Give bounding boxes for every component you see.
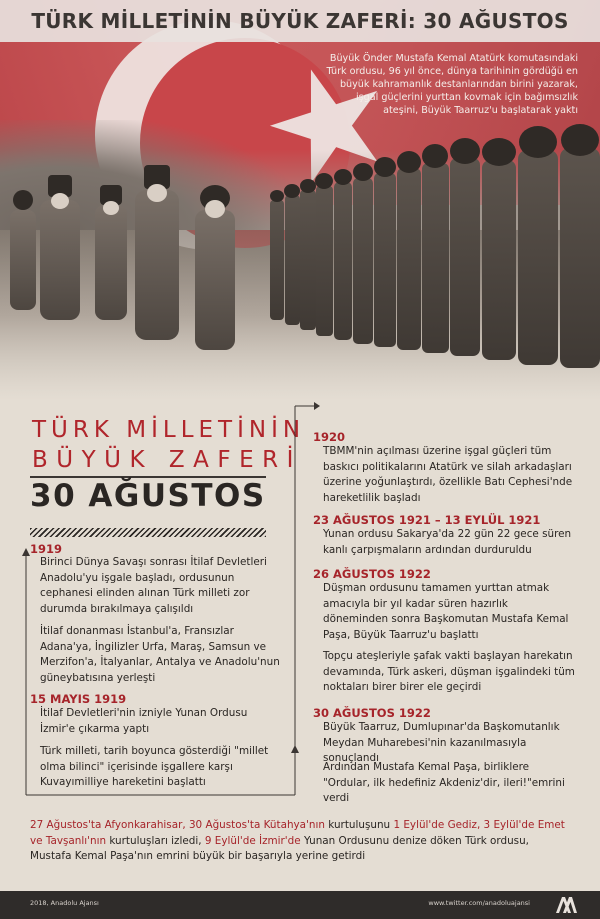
timeline-year: 26 AĞUSTOS 1922 xyxy=(313,567,431,581)
intro-text: Büyük Önder Mustafa Kemal Atatürk komutasındaki Türk ordusu, 96 yıl önce, dünya tarihinin gördüğü en büyük kahramanlık destanlarından birini yazarak, işgal güçlerini yurttan kovmak için bağımsızlık ateşini, Büyük Taarruz'u başlatarak yaktı xyxy=(326,53,578,116)
summary-highlight: 9 Eylül'de İzmir'de xyxy=(204,834,301,847)
timeline-text: Düşman ordusunu tamamen yurttan atmak amacıyla bir yıl kadar süren hazırlık döneminden sonra Başkomutan Mustafa Kemal Paşa, Büyük Taarruz'u başlattı xyxy=(323,582,569,641)
summary-plain: kurtuluşları izledi, xyxy=(106,834,205,847)
timeline-text: İtilaf Devletleri'nin izniyle Yunan Ordusu İzmir'e çıkarma yaptı xyxy=(40,707,248,735)
timeline-text: İtilaf donanması İstanbul'a, Fransızlar Adana'ya, İngilizler Urfa, Maraş, Samsun ve Merzifon'a, İtalyanlar, Antalya ve Anadolu'nun güneybatısına yerleşti xyxy=(40,625,280,684)
heading-line2: BÜYÜK ZAFERİ xyxy=(32,447,302,473)
timeline-text: Topçu ateşleriyle şafak vakti başlayan harekatın devamında, Türk askeri, düşman işgalindeki tüm noktaları birer birer ele geçirdi xyxy=(323,650,575,693)
summary-highlight: 1 Eylül'de Gediz, 3 Eylül'de Emet ve Tavşanlı'nın xyxy=(30,819,565,847)
timeline-year: 30 AĞUSTOS 1922 xyxy=(313,706,431,720)
copyright-credit: 2018, Anadolu Ajansı xyxy=(30,899,99,907)
summary-text xyxy=(30,818,570,865)
timeline-text: Büyük Taarruz, Dumlupınar'da Başkomutanlık Meydan Muharebesi'nin kazanılmasıyla sonuçlandı xyxy=(323,721,560,764)
summary-highlight: 27 Ağustos'ta Afyonkarahisar, 30 Ağustos'ta Kütahya'nın xyxy=(30,819,325,831)
svg-text:AA: AA xyxy=(554,895,556,896)
timeline-year: 1919 xyxy=(30,542,63,556)
timeline-text: Yunan ordusu Sakarya'da 22 gün 22 gece süren kanlı çarpışmaların ardından durduruldu xyxy=(323,528,572,556)
timeline-text: Türk milleti, tarih boyunca gösterdiği "millet olma bilinci" içerisinde işgallere karşı Kuvayımilliye hareketini başlattı xyxy=(40,745,269,788)
anadolu-ajansi-logo-icon xyxy=(554,895,578,915)
timeline-text: TBMM'nin açılması üzerine işgal güçleri tüm baskıcı politikalarını Atatürk ve silah arkadaşları üzerine yoğunlaştırdı, özellikle Batı Cephesi'nde hareketlilik başladı xyxy=(323,445,573,504)
summary-plain: kurtuluşunu xyxy=(324,819,394,831)
timeline-text: Birinci Dünya Savaşı sonrası İtilaf Devletleri Anadolu'yu işgale başladı, ordusunun cephanesi elinden alınan Türk milleti zor durumda bırakılmaya çalışıldı xyxy=(40,556,267,615)
heading-line1: TÜRK MİLLETİNİN xyxy=(32,417,306,443)
timeline-year: 15 MAYIS 1919 xyxy=(30,692,127,706)
summary-plain: Yunan Ordusunu denize döken Türk ordusu, Mustafa Kemal Paşa'nın emrini büyük bir başarıyla yerine getirdi xyxy=(30,834,529,862)
summary-box xyxy=(30,818,570,865)
timeline-text: Ardından Mustafa Kemal Paşa, birliklere "Ordular, ilk hedefiniz Akdeniz'dir, ileri!"emrini verdi xyxy=(323,761,565,804)
timeline-year: 1920 xyxy=(313,430,346,444)
heading-date: 30 AĞUSTOS xyxy=(30,478,266,514)
social-link[interactable]: www.twitter.com/anadoluajansi xyxy=(428,899,530,907)
page-title: TÜRK MİLLETİNİN BÜYÜK ZAFERİ: 30 AĞUSTOS xyxy=(31,9,569,33)
timeline-year: 23 AĞUSTOS 1921 – 13 EYLÜL 1921 xyxy=(313,513,541,527)
